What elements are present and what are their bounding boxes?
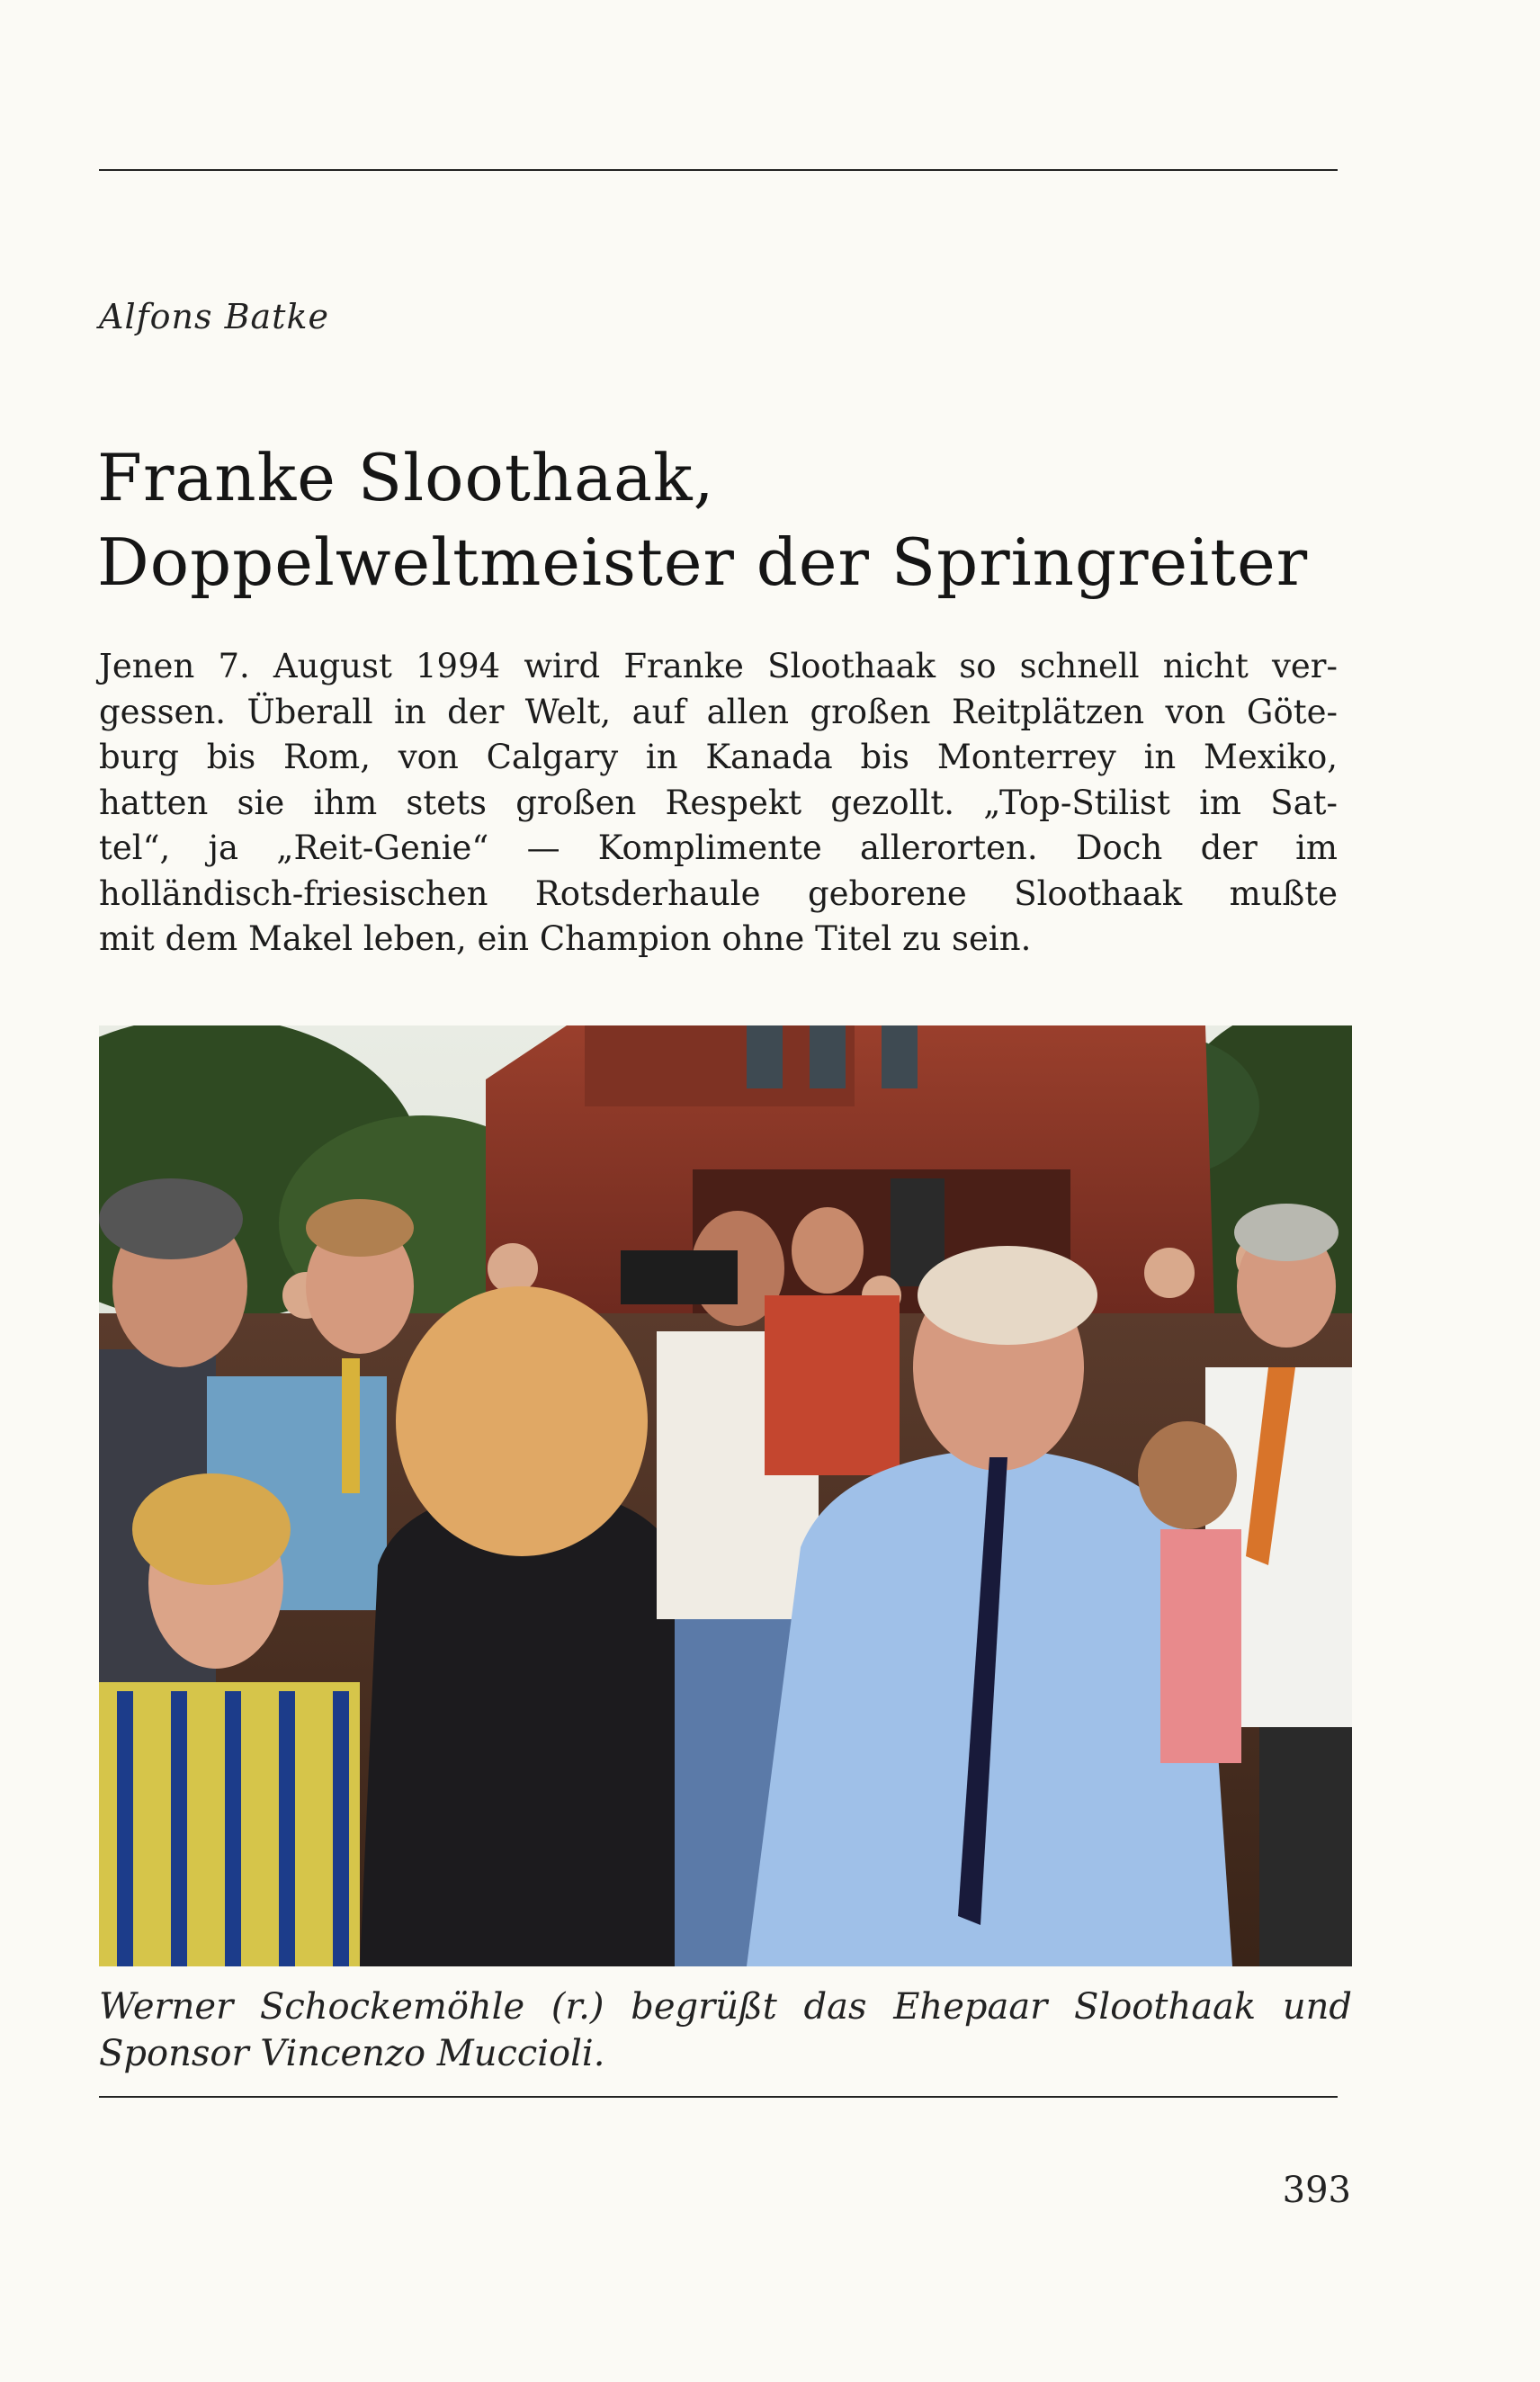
body-line: mit dem Makel leben, ein Champion ohne Titel zu sein.: [99, 919, 1032, 958]
title-line-1: Franke Sloothaak,: [97, 440, 715, 515]
caption-line-1: Werner Schockemöhle (r.) begrüßt das Ehepaar Sloothaak und: [99, 1986, 1352, 2028]
body-line: hatten sie ihm stets großen Respekt gezollt. „Top-Stilist im Sat-: [99, 783, 1338, 822]
article-photo: [99, 1025, 1352, 1966]
article-title: [97, 435, 1356, 604]
page-number: 393: [1282, 2170, 1351, 2211]
body-line: Jenen 7. August 1994 wird Franke Sloothaak so schnell nicht ver-: [99, 647, 1338, 685]
caption-line-2: Sponsor Vincenzo Muccioli.: [99, 2033, 605, 2074]
body-line: burg bis Rom, von Calgary in Kanada bis Monterrey in Mexiko,: [99, 738, 1338, 776]
body-line: tel“, ja „Reit-Genie“ — Komplimente allerorten. Doch der im: [99, 828, 1338, 867]
body-line: gessen. Überall in der Welt, auf allen großen Reitplätzen von Göte-: [99, 692, 1338, 731]
body-line: holländisch-friesischen Rotsderhaule geborene Sloothaak mußte: [99, 873, 1338, 913]
author-name: Alfons Batke: [99, 297, 329, 336]
bottom-rule: [99, 2096, 1338, 2098]
article-body: [99, 644, 1338, 963]
photo-caption: [99, 1984, 1352, 2077]
top-rule: [99, 169, 1338, 171]
title-line-2: Doppelweltmeister der Springreiter: [97, 524, 1309, 600]
